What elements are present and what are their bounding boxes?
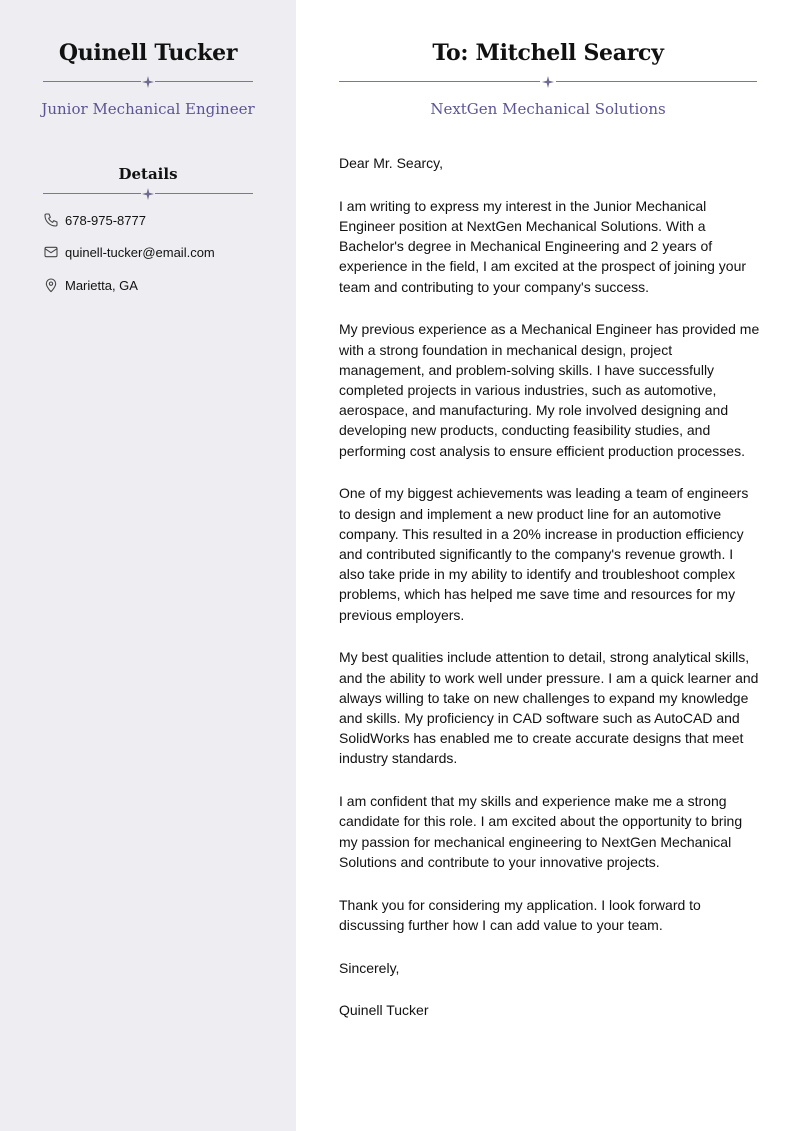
paragraph: One of my biggest achievements was leading a team of engineers to design and implement a new product line for an automotive company. This resulted in a 20% increase in production efficiency and contributed significantly to the company's revenue growth. I also take pride in my ability to identify and troubleshoot complex problems, which has helped me save time and resources for my previous employers. xyxy=(339,485,749,623)
letter-main xyxy=(296,0,800,1131)
name-divider xyxy=(43,76,253,88)
divider-line xyxy=(155,81,253,82)
paragraph: I am confident that my skills and experience make me a strong candidate for this role. I am excited about the opportunity to bring my passion for mechanical engineering to NextGen Mechanical Solutions and contribute to your innovative projects. xyxy=(339,793,743,870)
applicant-name: Quinell Tucker xyxy=(58,40,238,66)
paragraph: My previous experience as a Mechanical Engineer has provided me with a strong foundation in mechanical design, project management, and problem-solving skills. I have successfully completed projects in various industries, such as automotive, aerospace, and manufacturing. My role involved designing and developing new products, conducting feasibility studies, and performing cost analysis to ensure efficient production processes. xyxy=(339,321,760,459)
divider-line xyxy=(339,81,540,82)
email-address: quinell-tucker@email.com xyxy=(65,244,215,260)
location: Marietta, GA xyxy=(65,277,138,293)
details-heading: Details xyxy=(118,165,178,183)
phone-number: 678-975-8777 xyxy=(65,212,146,228)
divider-line xyxy=(43,81,141,82)
paragraph: I am writing to express my interest in the Junior Mechanical Engineer position at NextGen Mechanical Solutions. With a Bachelor's degree in Mechanical Engineering and 2 years of experience in the field, I am excited at the prospect of joining your team and contributing to your company's success. xyxy=(339,197,747,295)
sparkle-icon xyxy=(542,76,554,88)
contact-email xyxy=(43,243,215,261)
paragraph: My best qualities include attention to detail, strong analytical skills, and the ability to work well under pressure. I am a quick learner and always willing to take on new challenges to expand my knowledge and skills. My proficiency in CAD software such as AutoCAD and SolidWorks has enabled me to create accurate designs that meet industry standards. xyxy=(339,649,759,767)
location-icon xyxy=(43,277,59,293)
signature: Quinell Tucker xyxy=(339,1002,429,1019)
sparkle-icon xyxy=(142,188,154,200)
divider-line xyxy=(556,81,757,82)
recipient-heading: To: Mitchell Searcy xyxy=(432,40,664,66)
phone-icon xyxy=(43,212,59,228)
letter-body xyxy=(339,153,761,1043)
sparkle-icon xyxy=(142,76,154,88)
contact-phone xyxy=(43,211,146,229)
divider-line xyxy=(43,193,141,194)
contact-location xyxy=(43,276,138,294)
sidebar xyxy=(0,0,296,1131)
recipient-divider xyxy=(339,76,757,88)
salutation: Dear Mr. Searcy, xyxy=(339,155,443,171)
company-name: NextGen Mechanical Solutions xyxy=(430,100,666,118)
details-divider xyxy=(43,188,253,200)
job-title: Junior Mechanical Engineer xyxy=(41,100,255,118)
closing: Sincerely, xyxy=(339,959,400,976)
divider-line xyxy=(155,193,253,194)
email-icon xyxy=(43,244,59,260)
paragraph: Thank you for considering my application. I look forward to discussing further how I can add value to your team. xyxy=(339,896,701,933)
